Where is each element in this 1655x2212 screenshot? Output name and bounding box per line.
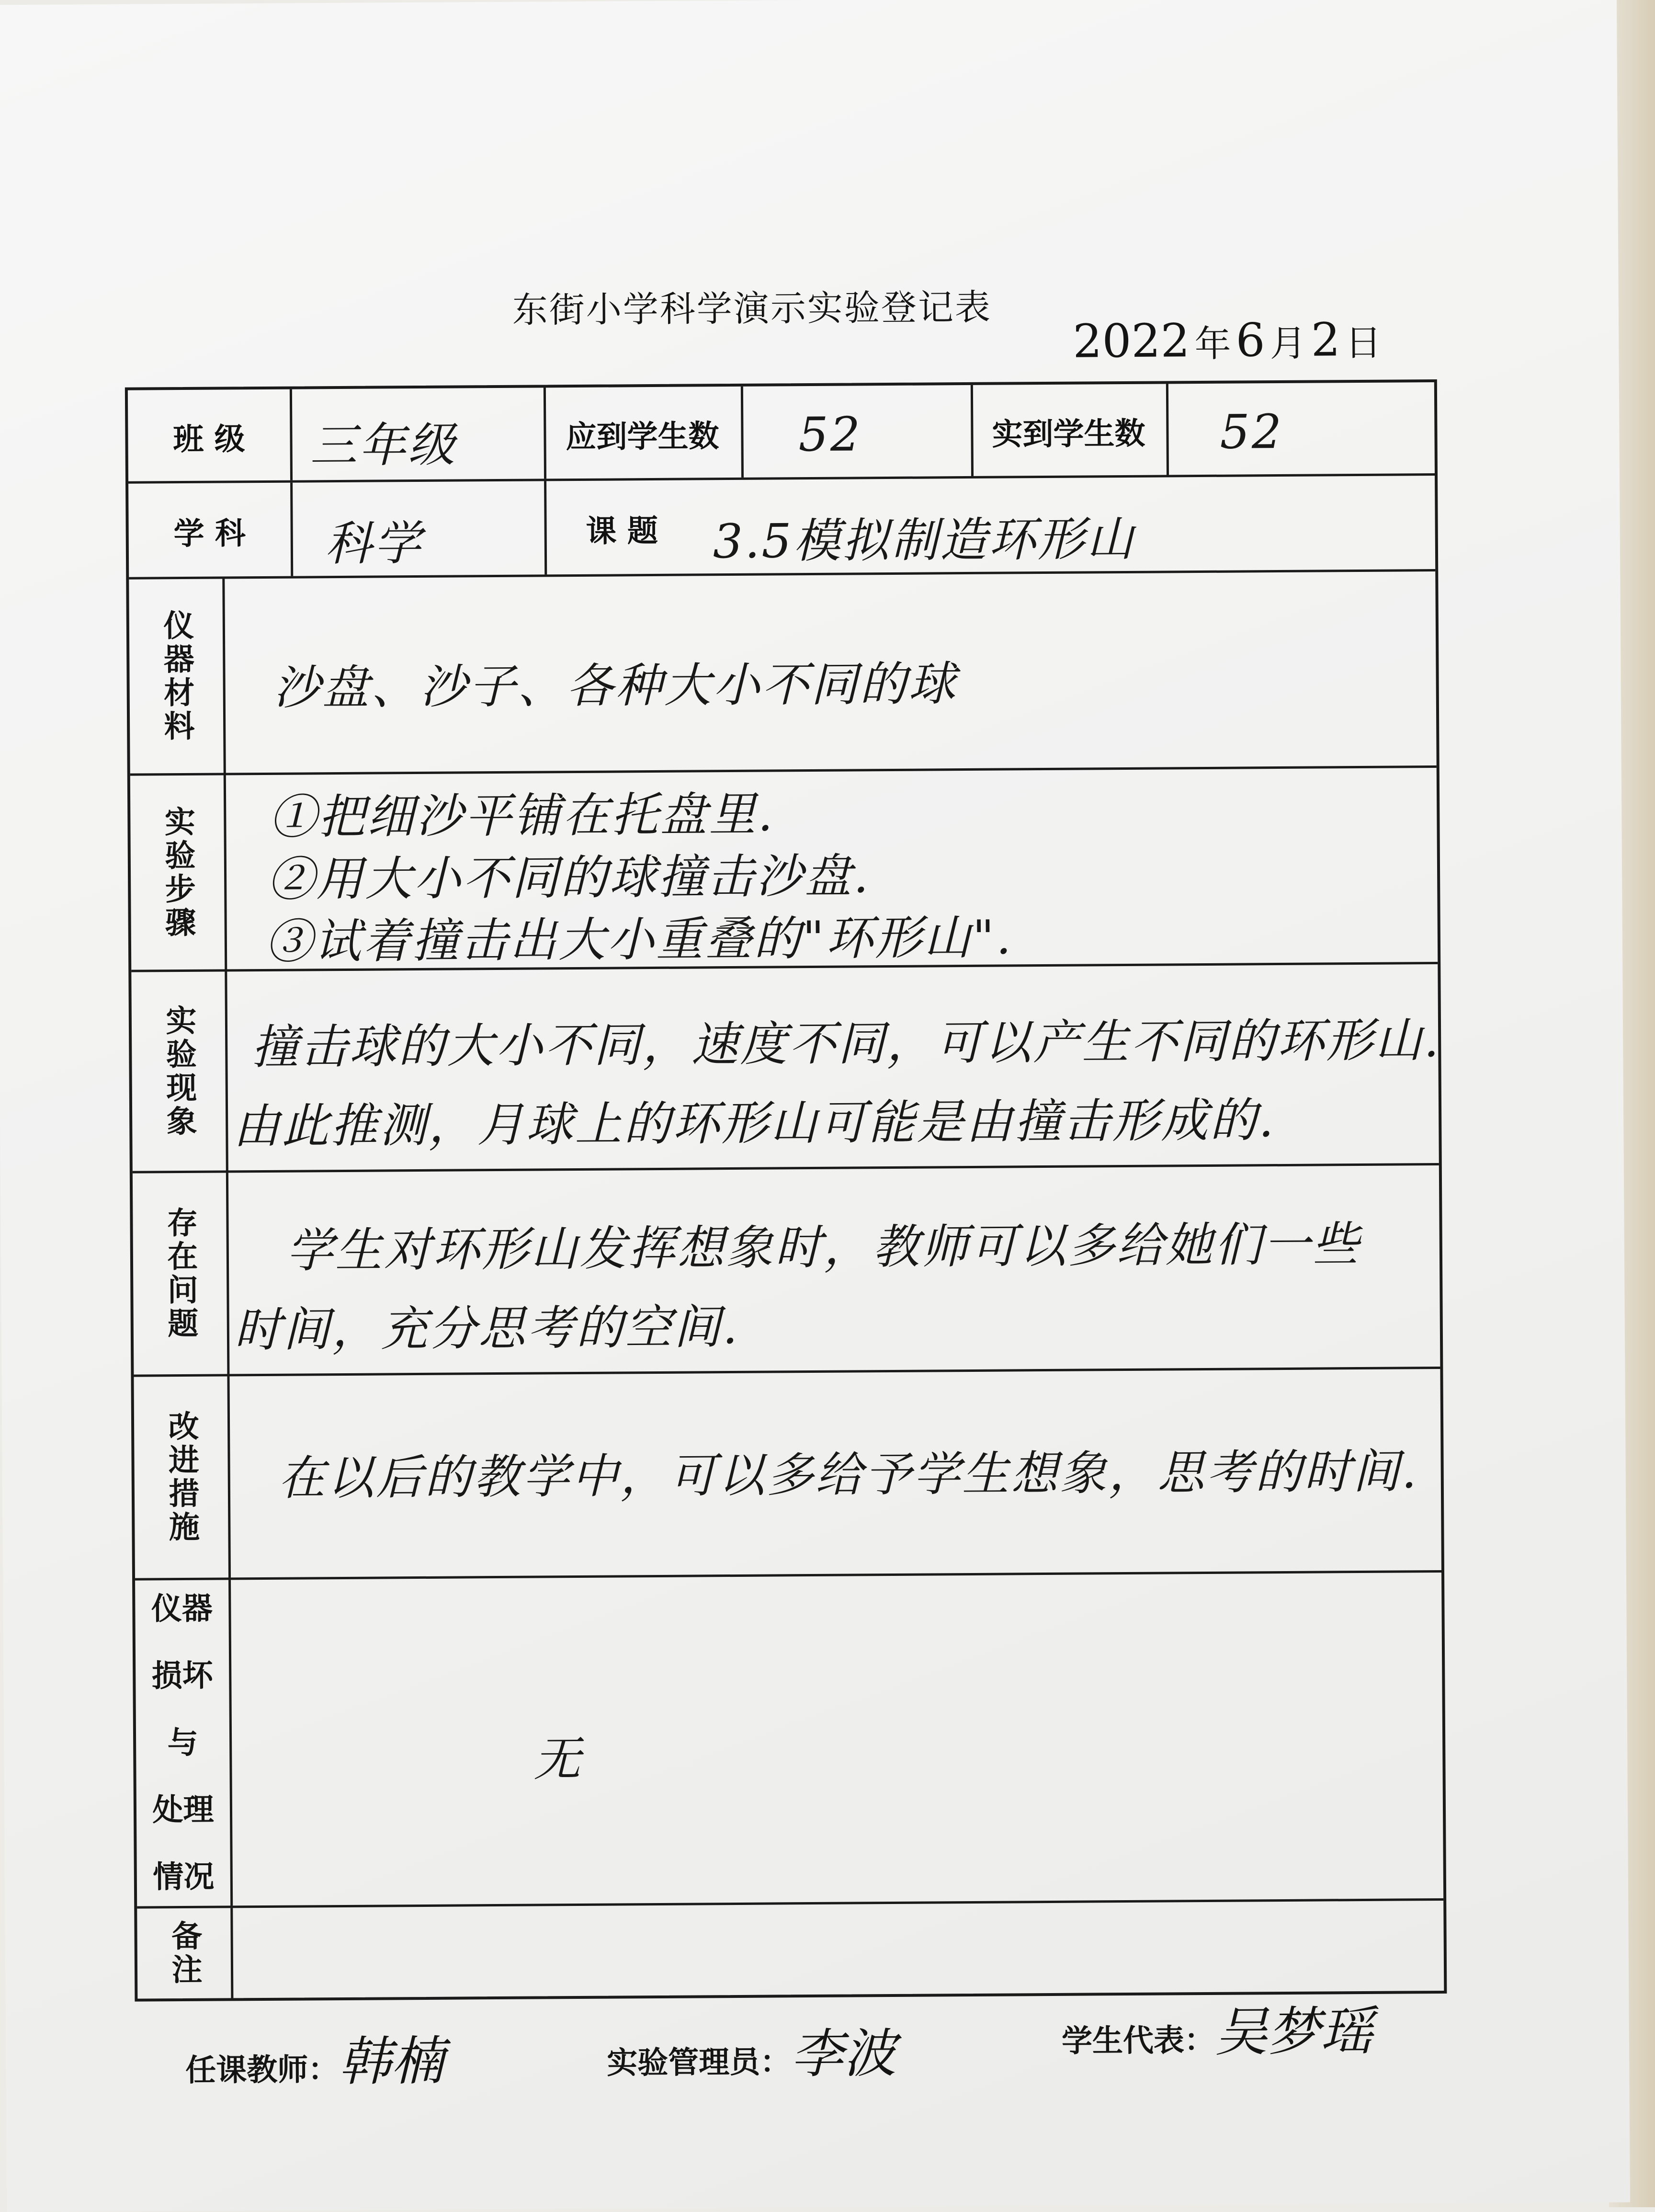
damage-label-line: 处理 — [152, 1792, 214, 1828]
improvement-label: 改进措施 — [163, 1410, 200, 1545]
topic-label: 课 题 — [586, 513, 658, 549]
date-month-unit: 月 — [1270, 321, 1306, 365]
damage-label-line: 情况 — [153, 1859, 215, 1895]
row-materials — [129, 571, 1436, 776]
damage-label-line: 损坏 — [151, 1658, 214, 1694]
subject-label: 学 科 — [173, 516, 246, 552]
admin-signature-block — [607, 2011, 896, 2089]
damage-value: 无 — [533, 1732, 583, 1787]
student-signature-block — [1061, 1989, 1373, 2067]
row-damage — [135, 1573, 1443, 1909]
class-label: 班 级 — [173, 421, 245, 457]
damage-label — [135, 1580, 230, 1906]
class-value: 三年级 — [310, 418, 457, 474]
topic-value: 3.5模拟制造环形山 — [713, 512, 1136, 570]
subject-value: 科学 — [325, 516, 423, 572]
admin-label: 实验管理员： — [607, 2044, 791, 2081]
date-month: 6 — [1236, 313, 1266, 367]
phenomena-line-2: 由此推测，月球上的环形山可能是由撞击形成的. — [232, 1093, 1276, 1154]
form-table — [125, 379, 1447, 2002]
step-2: ②用大小不同的球撞击沙盘. — [267, 849, 871, 907]
date-day-unit: 日 — [1345, 321, 1382, 365]
damage-label-line: 与 — [167, 1725, 198, 1761]
row-class-info — [128, 382, 1435, 484]
actual-students-value: 52 — [1220, 404, 1284, 460]
remarks-label: 备注 — [166, 1919, 202, 1987]
phenomena-label: 实验现象 — [160, 1004, 197, 1139]
materials-label: 仪器材料 — [158, 609, 194, 743]
row-phenomena — [131, 964, 1439, 1174]
problems-line-2: 时间，充分思考的空间. — [234, 1300, 740, 1358]
problems-line-1: 学生对环形山发挥想象时，教师可以多给她们一些 — [286, 1217, 1361, 1278]
improvement-value: 在以后的教学中，可以多给予学生想象，思考的时间. — [278, 1444, 1419, 1506]
form-title: 东街小学科学演示实验登记表 — [512, 286, 992, 331]
row-improvement — [134, 1369, 1441, 1581]
admin-name: 李波 — [790, 2022, 896, 2085]
row-subject-topic — [128, 476, 1435, 580]
expected-students-label: 应到学生数 — [566, 418, 719, 455]
row-problems — [133, 1165, 1440, 1377]
steps-label: 实验步骤 — [159, 805, 196, 940]
row-steps — [130, 768, 1438, 972]
teacher-signature-block — [185, 2019, 444, 2096]
teacher-label: 任课教师： — [185, 2052, 339, 2089]
actual-students-label: 实到学生数 — [992, 416, 1145, 453]
materials-value: 沙盘、沙子、各种大小不同的球 — [273, 657, 958, 716]
form-date — [1068, 313, 1382, 368]
row-remarks — [137, 1901, 1444, 1999]
date-year: 2022 — [1072, 314, 1190, 368]
date-year-unit: 年 — [1194, 322, 1231, 365]
divider — [544, 481, 547, 574]
phenomena-line-1: 撞击球的大小不同，速度不同，可以产生不同的环形山. — [251, 1013, 1441, 1075]
step-3: ③试着撞击出大小重叠的"环形山". — [265, 910, 1013, 969]
expected-students-value: 52 — [798, 407, 862, 463]
damage-label-line: 仪器 — [151, 1591, 213, 1627]
student-label: 学生代表： — [1061, 2022, 1215, 2059]
student-name: 吴梦瑶 — [1214, 2000, 1373, 2063]
teacher-name: 韩楠 — [338, 2030, 444, 2093]
date-day: 2 — [1311, 313, 1341, 367]
problems-label: 存在问题 — [161, 1206, 198, 1341]
step-1: ①把细沙平铺在托盘里. — [269, 787, 775, 845]
